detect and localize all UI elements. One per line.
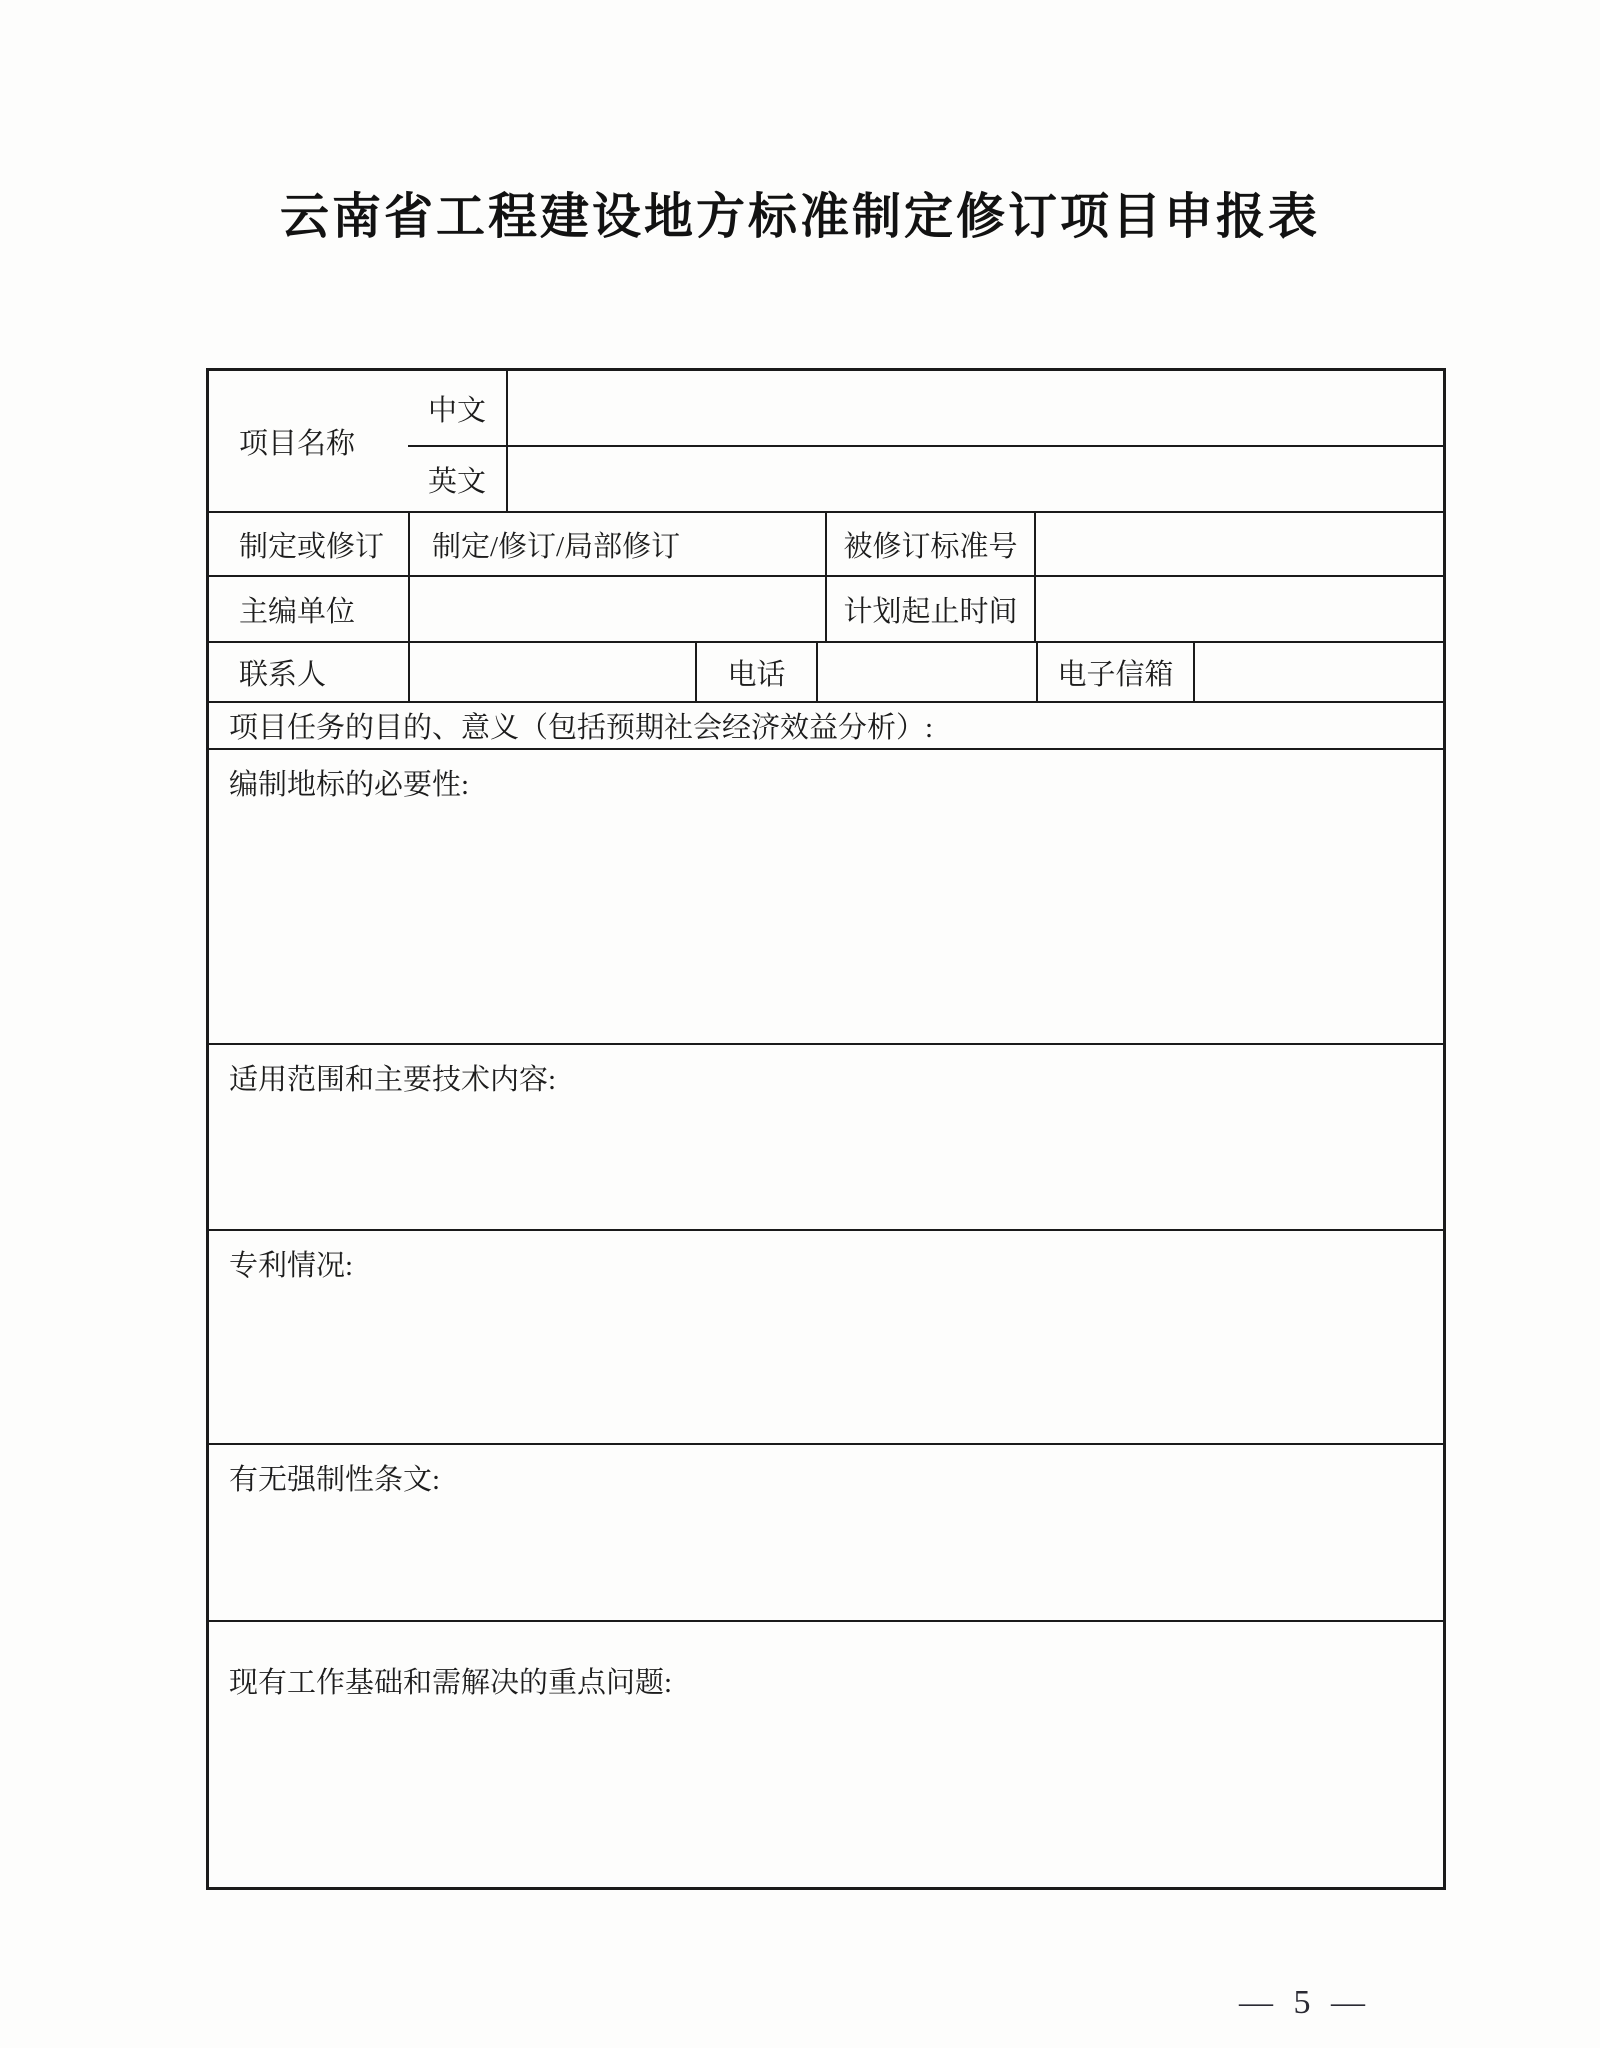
- english-name-field: [506, 447, 1443, 511]
- planned-time-label: 计划起止时间: [825, 577, 1034, 641]
- formulate-label: 制定或修订: [239, 530, 385, 563]
- chinese-name-field: [506, 371, 1443, 445]
- row-project-name: [209, 371, 1443, 511]
- chinese-label: 中文: [427, 394, 486, 427]
- english-label: 英文: [427, 465, 486, 498]
- email-field: [1193, 643, 1443, 701]
- row-contact: [209, 641, 1443, 701]
- section-purpose-label: 项目任务的目的、意义（包括预期社会经济效益分析）:: [229, 712, 934, 744]
- phone-label: 电话: [695, 643, 816, 701]
- subrow-english: [408, 445, 1443, 511]
- application-form-table: [206, 368, 1446, 1890]
- page-number: — 5 —: [1239, 1984, 1371, 2021]
- revised-standard-no-field: [1034, 513, 1443, 575]
- row-formulate-or-revise: [209, 511, 1443, 575]
- section-mandatory-provisions: [209, 1443, 1443, 1620]
- row-chief-editor-unit: [209, 575, 1443, 641]
- formulate-options: 制定/修订/局部修订: [408, 513, 825, 575]
- contact-label: 联系人: [239, 658, 327, 691]
- section-necessity-label: 编制地标的必要性:: [229, 769, 470, 801]
- planned-time-field: [1034, 577, 1443, 641]
- section-necessity: [209, 748, 1443, 1043]
- section-scope: [209, 1043, 1443, 1229]
- section-patent-label: 专利情况:: [229, 1250, 354, 1282]
- section-patent: [209, 1229, 1443, 1443]
- subrow-chinese: [408, 371, 1443, 445]
- section-work-basis-label: 现有工作基础和需解决的重点问题:: [229, 1667, 673, 1699]
- section-work-basis: [209, 1620, 1443, 1887]
- section-mandatory-provisions-label: 有无强制性条文:: [229, 1464, 441, 1496]
- revised-standard-no-label: 被修订标准号: [825, 513, 1034, 575]
- section-scope-label: 适用范围和主要技术内容:: [229, 1064, 557, 1096]
- phone-field: [816, 643, 1036, 701]
- contact-field: [408, 643, 695, 701]
- project-name-subrows: [408, 371, 1443, 511]
- page-title: 云南省工程建设地方标准制定修订项目申报表: [279, 189, 1320, 244]
- email-label: 电子信箱: [1036, 643, 1193, 701]
- project-name-label: 项目名称: [239, 427, 356, 460]
- chief-editor-unit-field: [408, 577, 825, 641]
- chief-editor-unit-label: 主编单位: [239, 595, 356, 628]
- section-purpose: [209, 701, 1443, 748]
